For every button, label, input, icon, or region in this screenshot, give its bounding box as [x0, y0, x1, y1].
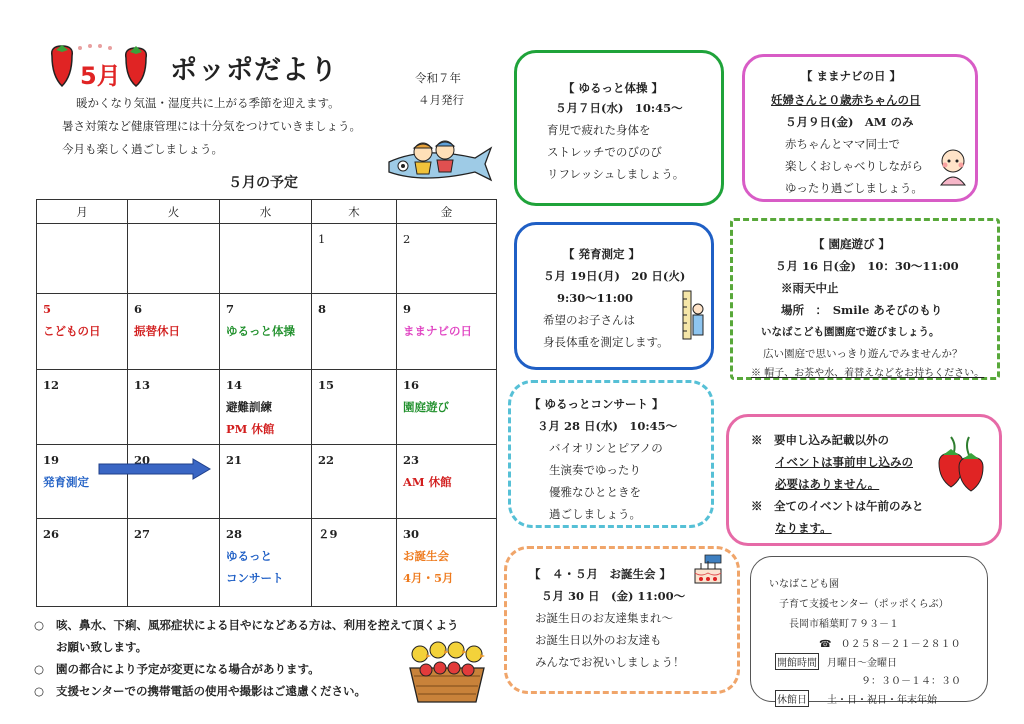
concert-event-box [508, 380, 714, 528]
teien-date: ５月 16 日(金) 10：30～11:00 [775, 259, 959, 273]
calendar-cell [220, 519, 312, 607]
note-item: ○ 園の都合により予定が変更になる場合があります。 [34, 658, 459, 680]
day-number: 7 [226, 302, 235, 316]
koinobori-illustration [383, 140, 495, 192]
event-label: ゆるっと [226, 549, 272, 563]
event-label: 園庭遊び [403, 400, 449, 414]
birthday-line: お誕生日以外のお友達も [535, 633, 662, 647]
calendar-cell [128, 224, 220, 294]
calendar-week-3 [37, 370, 497, 445]
teien-line: いなばこども園園庭で遊びましょう。 [761, 326, 940, 338]
mamanavi-line: 楽しくおしゃべりしながら [785, 159, 923, 173]
calendar-cell [397, 445, 497, 519]
calendar-cell [128, 519, 220, 607]
note-item: ○ 支援センターでの携帯電話の使用や撮影はご遠慮ください。 [34, 680, 459, 702]
teien-note: ※ 帽子、お茶や水、着替えなどをお持ちください。 [751, 368, 985, 379]
center-address: 長岡市稲葉町７９３－１ [789, 619, 899, 630]
sokutei-line: 希望のお子さんは [543, 313, 635, 327]
day-number: 21 [226, 453, 243, 467]
calendar-cell [397, 370, 497, 445]
intro-line: 今月も楽しく過ごしましょう。 [62, 142, 223, 156]
center-name: いなばこども園 [769, 579, 839, 590]
calendar-week-1 [37, 224, 497, 294]
weekday-wed: 水 [220, 200, 312, 224]
day-number: 1 [318, 232, 326, 246]
concert-title: 【 ゆるっとコンサート 】 [529, 397, 664, 411]
day-number: 6 [134, 302, 143, 316]
day-number: ２9 [318, 527, 338, 541]
day-number: 15 [318, 378, 335, 392]
calendar-header-row [37, 200, 497, 224]
birthday-date: ５月 30 日 (金) 11:00～ [541, 589, 686, 603]
teien-event-box [730, 218, 1000, 380]
day-number: 13 [134, 378, 151, 392]
event-label: お誕生会 [403, 549, 449, 563]
teien-rain: ※雨天中止 [781, 281, 839, 295]
calendar-heading: ５月の予定 [228, 175, 298, 191]
chicks-basket-illustration [404, 640, 490, 706]
day-number: 30 [403, 527, 420, 541]
calendar-cell [37, 370, 128, 445]
hours-label: 開館時間 [775, 653, 819, 670]
apply-line: イベントは事前申し込みの [775, 455, 913, 469]
notes-list [34, 614, 459, 702]
day-number: 23 [403, 453, 420, 467]
era-year: 令和７年 [415, 71, 461, 85]
month-badge-text: 5月 [80, 62, 121, 90]
bullet-icon: ○ [34, 662, 45, 676]
calendar-week-2 [37, 294, 497, 370]
calendar-cell [397, 519, 497, 607]
mamanavi-date: ５月９日(金) AM のみ [785, 115, 914, 129]
calendar-cell [220, 224, 312, 294]
teien-place: 場所 ： Smile あそびのもり [781, 303, 943, 317]
apply-line: ※ 全てのイベントは午前のみと [751, 499, 924, 513]
apply-line: ※ 要申し込み記載以外の [751, 433, 889, 447]
event-label: AM 休館 [403, 475, 452, 489]
event-label: 避難訓練 [226, 400, 272, 414]
center-sub: 子育て支援センター（ポッポくらぶ） [779, 599, 949, 610]
day-number: 16 [403, 378, 420, 392]
day-number: 12 [43, 378, 60, 392]
closed-label: 休館日 [775, 690, 809, 707]
month-badge [46, 42, 150, 90]
phone-icon: ☎ [819, 639, 832, 650]
issue-date: ４月発行 [418, 93, 464, 107]
calendar-cell [312, 370, 397, 445]
note-item-continued: お願い致します。 [56, 640, 148, 654]
mamanavi-title: 【 ままナビの日 】 [801, 69, 902, 83]
hours-time: ９：３０－１４：３０ [861, 676, 961, 687]
day-number: 28 [226, 527, 243, 541]
arrow-right-icon [97, 458, 213, 480]
day-number: 5 [43, 302, 52, 316]
calendar-cell [128, 294, 220, 370]
taiso-date: ５月７日(水) 10:45～ [555, 101, 683, 115]
taiso-line: 育児で疲れた身体を [547, 123, 651, 137]
mamanavi-event-box [742, 54, 978, 202]
mamanavi-line: 赤ちゃんとママ同士で [785, 137, 900, 151]
monthly-calendar [36, 199, 497, 607]
day-number: 26 [43, 527, 60, 541]
calendar-cell [37, 519, 128, 607]
center-tel [819, 635, 961, 650]
calendar-cell [312, 519, 397, 607]
calendar-cell [397, 224, 497, 294]
apply-line: 必要はありません。 [775, 477, 880, 491]
phone-number: ０２５８－２１－２８１０ [840, 639, 961, 650]
mamanavi-line: ゆったり過ごしましょう。 [785, 181, 923, 195]
birthday-line: お誕生日のお友達集まれ～ [535, 611, 673, 625]
teien-title: 【 園庭遊び 】 [813, 237, 891, 251]
intro-line: 暑さ対策など健康管理には十分気をつけていきましょう。 [62, 119, 361, 133]
bullet-icon: ○ [34, 618, 45, 632]
calendar-cell [312, 294, 397, 370]
bullet-icon: ○ [34, 684, 45, 698]
day-number: 27 [134, 527, 151, 541]
taiso-title: 【 ゆるっと体操 】 [563, 81, 664, 95]
intro-text [62, 92, 361, 161]
concert-line: 過ごしましょう。 [549, 507, 641, 521]
calendar-cell [128, 370, 220, 445]
birthday-event-box [504, 546, 740, 694]
concert-line: 優雅なひとときを [549, 485, 641, 499]
concert-date: ３月 28 日(水) 10:45～ [537, 419, 678, 433]
height-chart-icon [681, 289, 705, 341]
strawberry-icon [935, 433, 987, 493]
event-label: ゆるっと体操 [226, 324, 295, 338]
calendar-cell [37, 224, 128, 294]
closed-days: 土・日・祝日・年末年始 [827, 695, 937, 706]
event-label: 4月・5月 [403, 571, 454, 585]
sokutei-line: 身長体重を測定します。 [543, 335, 669, 349]
mamanavi-subtitle: 妊婦さんと０歳赤ちゃんの日 [771, 93, 921, 107]
sokutei-event-box [514, 222, 714, 370]
event-label: PM 休館 [226, 422, 275, 436]
sokutei-time: 9:30～11:00 [557, 291, 634, 305]
weekday-thu: 木 [312, 200, 397, 224]
concert-line: 生演奏でゆったり [549, 463, 641, 477]
note-item: ○ 咳、鼻水、下痢、風邪症状による目やになどある方は、利用を控えて頂くよう [34, 614, 459, 636]
calendar-cell [312, 224, 397, 294]
baby-icon [935, 147, 971, 187]
day-number: 20 [134, 453, 151, 467]
calendar-cell [128, 445, 220, 519]
cake-icon [691, 553, 725, 585]
calendar-cell [397, 294, 497, 370]
application-note-box [726, 414, 1002, 546]
event-label: 振替休日 [134, 324, 180, 338]
sokutei-date: ５月 19日(月) 20 日(火) [543, 269, 686, 283]
taiso-line: ストレッチでのびのび [547, 145, 662, 159]
day-number: 2 [403, 232, 411, 246]
teien-line: 広い園庭で思いっきり遊んでみませんか？ [763, 348, 963, 360]
calendar-week-4 [37, 445, 497, 519]
weekday-tue: 火 [128, 200, 220, 224]
intro-line: 暖かくなり気温・湿度共に上がる季節を迎えます。 [76, 96, 340, 110]
center-info-box [750, 556, 988, 706]
sokutei-title: 【 発育測定 】 [563, 247, 641, 261]
event-label: コンサート [226, 571, 284, 585]
calendar-cell [312, 445, 397, 519]
weekday-fri: 金 [397, 200, 497, 224]
day-number: 8 [318, 302, 327, 316]
calendar-cell [220, 445, 312, 519]
apply-line: なります。 [775, 521, 832, 535]
calendar-week-5 [37, 519, 497, 607]
birthday-line: みんなでお祝いしましょう！ [535, 655, 685, 669]
newsletter-title: ポッポだより [170, 55, 338, 86]
taiso-event-box [514, 50, 724, 206]
event-label: 発育測定 [43, 475, 89, 489]
taiso-line: リフレッシュしましょう。 [547, 167, 685, 181]
event-label: こどもの日 [43, 324, 101, 338]
day-number: 22 [318, 453, 335, 467]
concert-line: バイオリンとピアノの [549, 441, 663, 455]
hours-days: 月曜日～金曜日 [827, 658, 897, 669]
weekday-mon: 月 [37, 200, 128, 224]
day-number: 9 [403, 302, 412, 316]
calendar-cell [37, 294, 128, 370]
birthday-title: 【 ４・５月 お誕生会 】 [529, 567, 672, 581]
calendar-cell [220, 294, 312, 370]
calendar-cell [37, 445, 128, 519]
day-number: 14 [226, 378, 243, 392]
day-number: 19 [43, 453, 60, 467]
event-label: ままナビの日 [403, 324, 472, 338]
calendar-cell [220, 370, 312, 445]
